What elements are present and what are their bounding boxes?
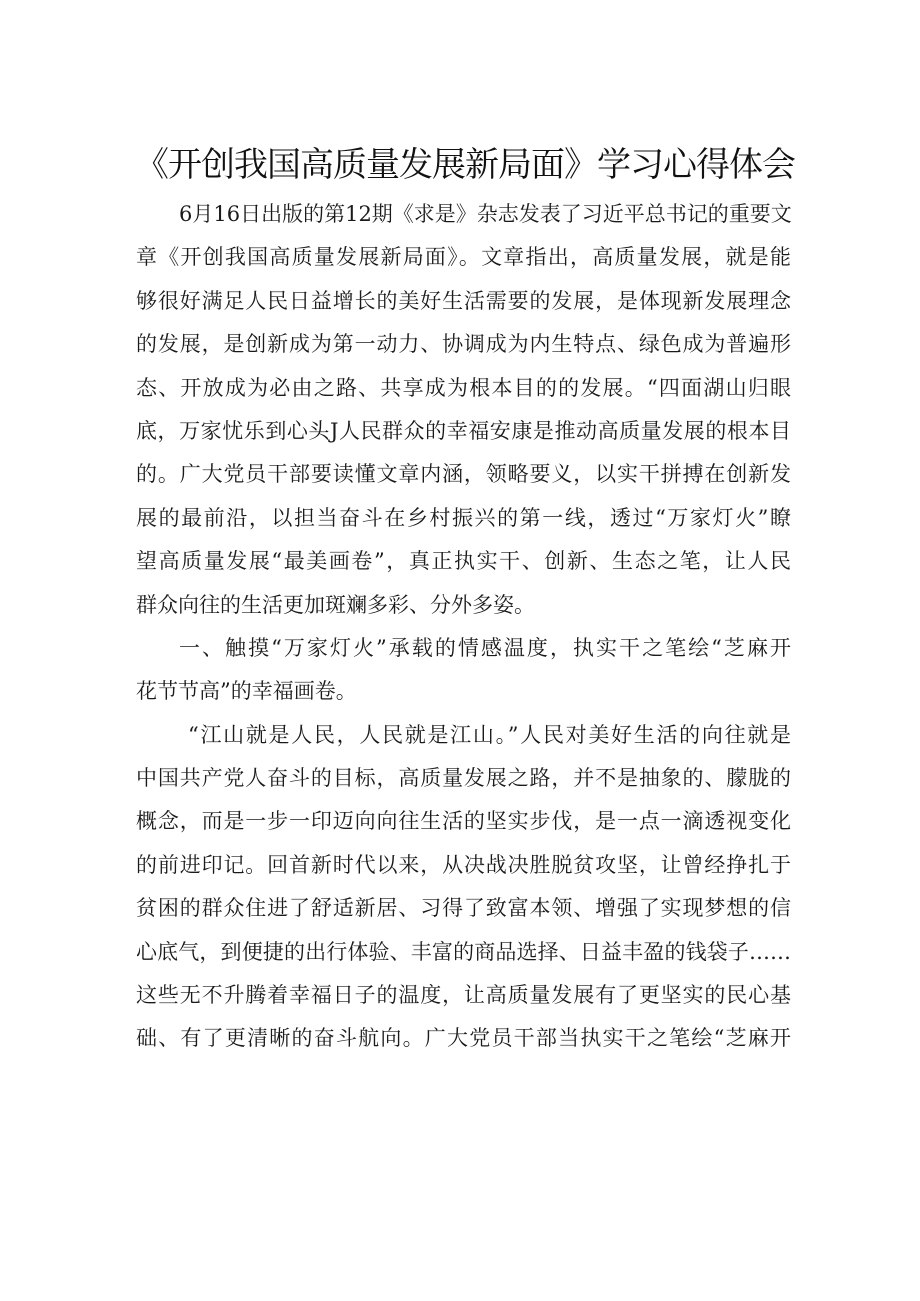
paragraph-line: 心底气，到便捷的出行体验、丰富的商品选择、日益丰盈的钱袋子…… <box>136 939 791 964</box>
paragraph-line: 的前进印记。回首新时代以来，从决战决胜脱贫攻坚，让曾经挣扎于 <box>136 852 791 877</box>
document-title: 《开创我国高质量发展新局面》学习心得体会 <box>135 145 795 185</box>
paragraph-line: 底，万家忧乐到心头J人民群众的幸福安康是推动高质量发展的根本目 <box>136 418 791 443</box>
paragraph-line: 这些无不升腾着幸福日子的温度，让高质量发展有了更坚实的民心基 <box>136 983 791 1008</box>
paragraph-line: 的。广大党员干部要读懂文章内涵，领略要义，以实干拼搏在创新发 <box>136 462 791 487</box>
paragraph-line: 群众向往的生活更加斑斓多彩、分外多姿。 <box>136 592 535 617</box>
paragraph-line: 望高质量发展“最美画卷”，真正执实干、创新、生态之笔，让人民 <box>136 549 791 574</box>
paragraph-line: 够很好满足人民日益增长的美好生活需要的发展，是体现新发展理念 <box>136 288 791 313</box>
paragraph-line: 中国共产党人奋斗的目标，高质量发展之路，并不是抽象的、朦胧的 <box>136 766 791 791</box>
paragraph-line: 6月16日出版的第12期《求是》杂志发表了习近平总书记的重要文 <box>179 202 792 226</box>
paragraph-line: 态、开放成为必由之路、共享成为根本目的的发展。“四面湖山归眼 <box>136 375 791 400</box>
paragraph-line: 的发展，是创新成为第一动力、协调成为内生特点、绿色成为普遍形 <box>136 332 791 357</box>
paragraph-line: 章《开创我国高质量发展新局面》。文章指出，高质量发展，就是能 <box>136 245 791 270</box>
section-heading-line: 花节节高”的幸福画卷。 <box>136 679 357 704</box>
section-heading-line: 一、触摸“万家灯火”承载的情感温度，执实干之笔绘“芝麻开 <box>179 635 791 660</box>
paragraph-line: 础、有了更清晰的奋斗航向。广大党员干部当执实干之笔绘“芝麻开 <box>136 1026 791 1051</box>
document-body <box>136 193 791 1061</box>
paragraph-line: 贫困的群众住进了舒适新居、习得了致富本领、增强了实现梦想的信 <box>136 896 791 921</box>
paragraph-line: “江山就是人民，人民就是江山。”人民对美好生活的向往就是 <box>188 722 791 747</box>
paragraph-line: 展的最前沿，以担当奋斗在乡村振兴的第一线，透过“万家灯火”瞭 <box>136 505 791 530</box>
paragraph-line: 概念，而是一步一印迈向向往生活的坚实步伐，是一点一滴透视变化 <box>136 809 791 834</box>
